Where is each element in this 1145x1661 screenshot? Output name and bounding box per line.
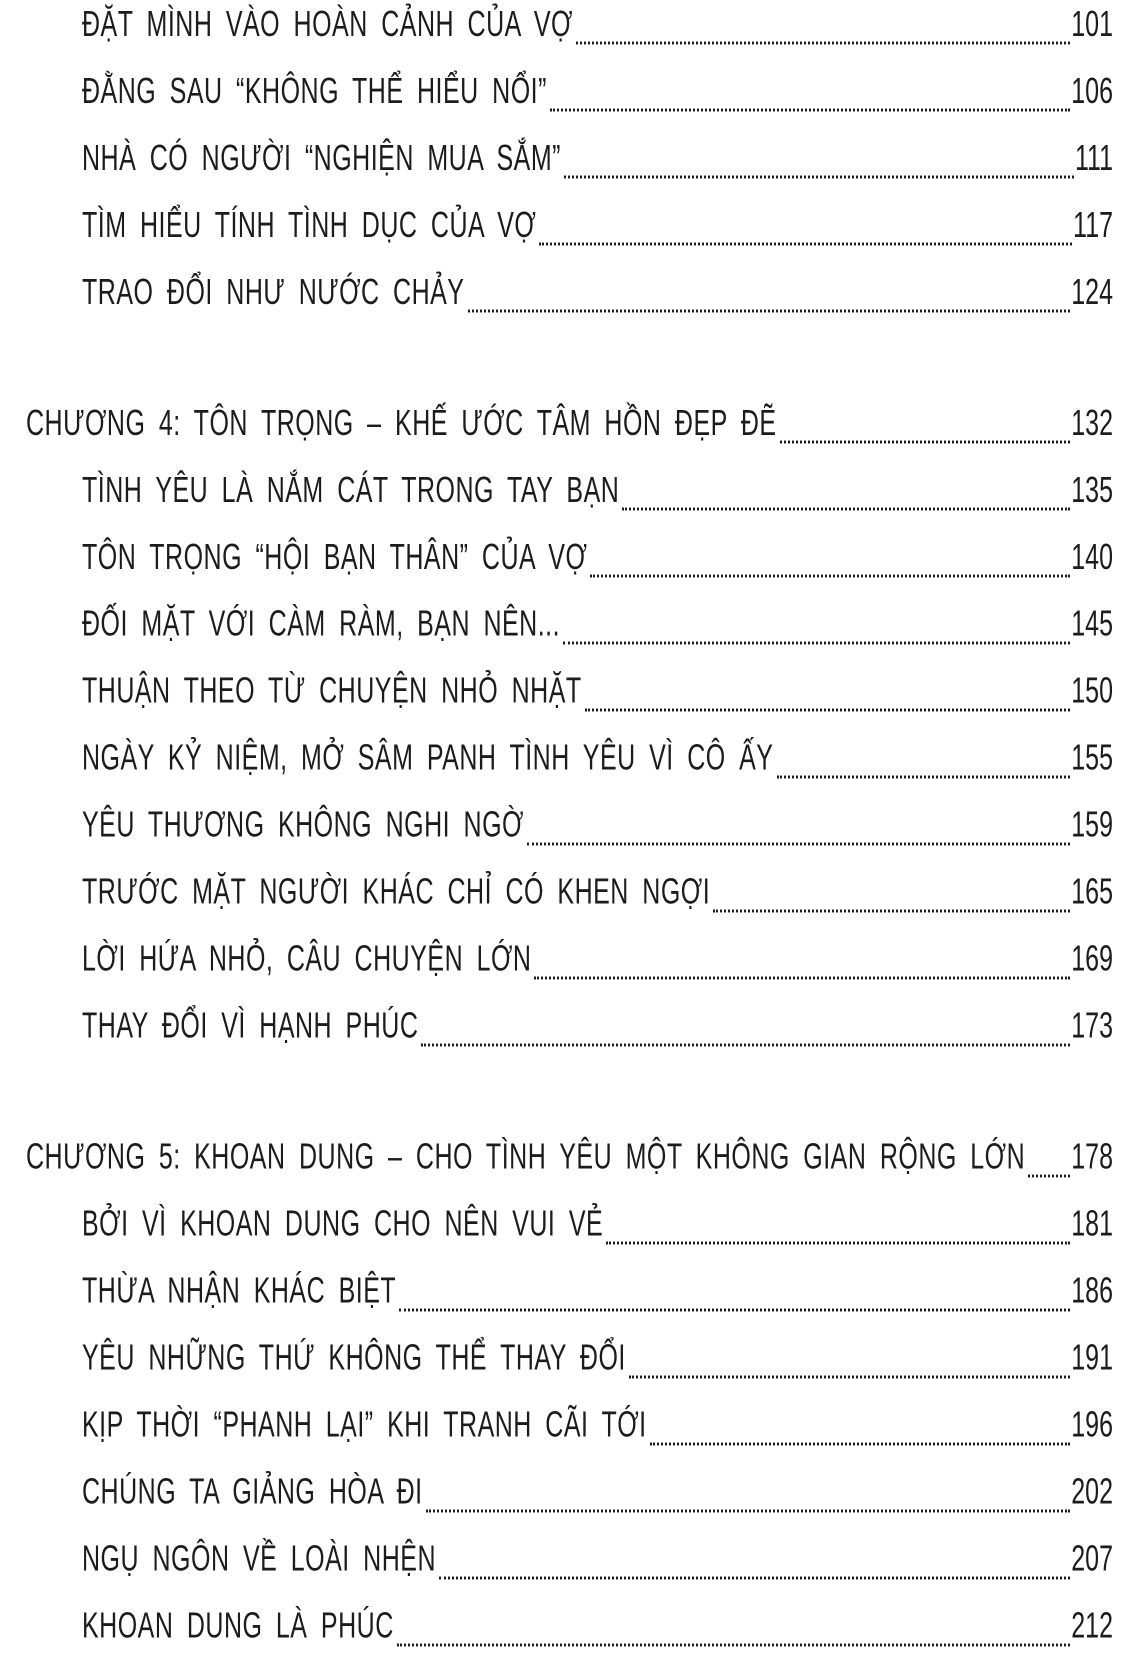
page-number: 111 [1074, 137, 1113, 179]
toc-entry-title: THỪA NHẬN KHÁC BIỆT [82, 1270, 397, 1312]
page-number: 212 [1071, 1605, 1113, 1647]
page-number: 106 [1071, 70, 1113, 112]
dot-leader [468, 310, 1071, 313]
page-number: 150 [1071, 670, 1113, 712]
page-number: 165 [1071, 871, 1113, 913]
toc-entry-row [26, 228, 1113, 325]
toc-section [26, 385, 1113, 1055]
toc-entry-title: ĐẶT MÌNH VÀO HOÀN CẢNH CỦA VỢ [82, 3, 573, 45]
page-number: 101 [1071, 3, 1113, 45]
page-number: 202 [1071, 1471, 1113, 1513]
toc-entry-title: KỊP THỜI “PHANH LẠI” KHI TRANH CÃI TỚI [82, 1404, 647, 1446]
toc-entry-title: NGỤ NGÔN VỀ LOÀI NHỆN [82, 1538, 436, 1580]
toc-entry-title: TÔN TRỌNG “HỘI BẠN THÂN” CỦA VỢ [82, 536, 588, 578]
toc-entry-title: TRƯỚC MẶT NGƯỜI KHÁC CHỈ CÓ KHEN NGỢI [82, 871, 711, 913]
page-number: 145 [1071, 603, 1113, 645]
page-number: 178 [1071, 1136, 1113, 1178]
page-number: 135 [1071, 469, 1113, 511]
dot-leader [421, 1044, 1070, 1047]
page-number: 155 [1071, 737, 1113, 779]
page-number: 117 [1073, 204, 1113, 246]
toc-entry-title: YÊU NHỮNG THỨ KHÔNG THỂ THAY ĐỔI [82, 1337, 626, 1379]
toc-entry-row [26, 962, 1113, 1059]
page-number: 159 [1071, 804, 1113, 846]
page-number: 169 [1071, 938, 1113, 980]
page-number: 132 [1071, 402, 1113, 444]
toc-entry-title: TÌM HIỂU TÍNH TÌNH DỤC CỦA VỢ [82, 204, 537, 246]
toc-entry-title: ĐỐI MẶT VỚI CÀM RÀM, BẠN NÊN... [82, 603, 561, 645]
toc-entry-title: KHOAN DUNG LÀ PHÚC [82, 1605, 394, 1647]
toc-entry-title: LỜI HỨA NHỎ, CÂU CHUYỆN LỚN [82, 938, 532, 980]
toc-entry-title: BỞI VÌ KHOAN DUNG CHO NÊN VUI VẺ [82, 1203, 604, 1245]
toc-section [26, 1119, 1113, 1655]
page-number: 124 [1071, 271, 1113, 313]
toc-section [26, 0, 1113, 321]
page-number: 207 [1071, 1538, 1113, 1580]
page-number: 196 [1071, 1404, 1113, 1446]
page-number: 181 [1071, 1203, 1113, 1245]
toc-entry-title: TRAO ĐỔI NHƯ NƯỚC CHẢY [82, 271, 465, 313]
chapter-title: CHƯƠNG 5: KHOAN DUNG – CHO TÌNH YÊU MỘT KHÔNG GIAN RỘNG LỚN [26, 1136, 1026, 1178]
page-number: 140 [1071, 536, 1113, 578]
page-number: 173 [1071, 1005, 1113, 1047]
toc-entry-row [26, 1562, 1113, 1659]
toc-entry-title: THUẬN THEO TỪ CHUYỆN NHỎ NHẶT [82, 670, 582, 712]
toc-entry-title: THAY ĐỔI VÌ HẠNH PHÚC [82, 1005, 419, 1047]
toc-entry-title: NHÀ CÓ NGƯỜI “NGHIỆN MUA SẮM” [82, 137, 561, 179]
toc-entry-title: CHÚNG TA GIẢNG HÒA ĐI [82, 1471, 423, 1513]
toc-entry-title: NGÀY KỶ NIỆM, MỞ SÂM PANH TÌNH YÊU VÌ CÔ ẤY [82, 737, 774, 779]
chapter-title: CHƯƠNG 4: TÔN TRỌNG – KHẾ ƯỚC TÂM HỒN ĐẸP ĐẼ [26, 402, 777, 444]
page-number: 186 [1071, 1270, 1113, 1312]
toc-entry-title: TÌNH YÊU LÀ NẮM CÁT TRONG TAY BẠN [82, 469, 620, 511]
dot-leader [397, 1644, 1071, 1647]
toc-entry-title: ĐẰNG SAU “KHÔNG THỂ HIỂU NỔI” [82, 70, 547, 112]
page-number: 191 [1071, 1337, 1113, 1379]
toc-entry-title: YÊU THƯƠNG KHÔNG NGHI NGỜ [82, 804, 524, 846]
